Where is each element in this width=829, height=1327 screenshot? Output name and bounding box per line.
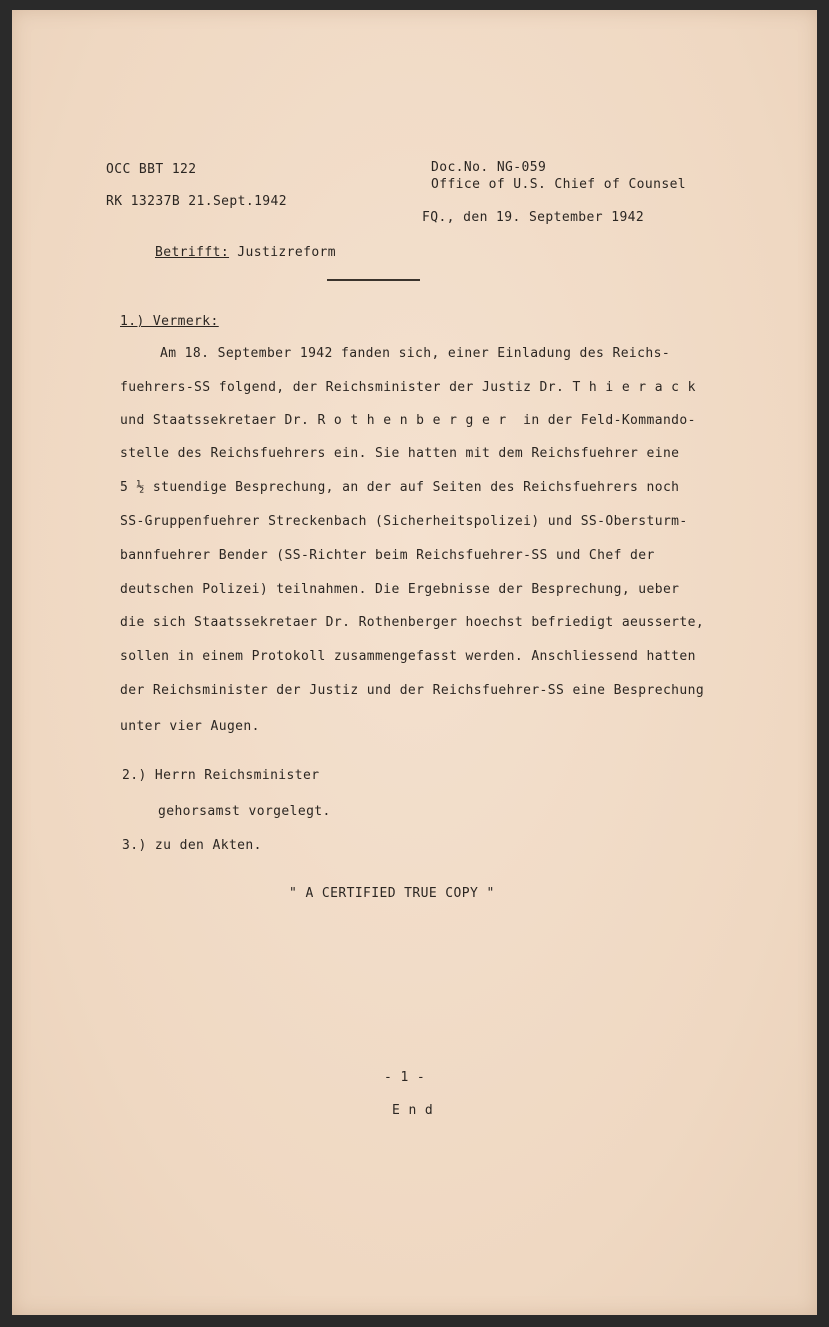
body-line-9: die sich Staatssekretaer Dr. Rothenberger hoechst befriedigt aeusserte, bbox=[120, 615, 705, 630]
body-line-5: 5 ½ stuendige Besprechung, an der auf Seiten des Reichsfuehrers noch bbox=[120, 480, 680, 495]
body-line-6: SS-Gruppenfuehrer Streckenbach (Sicherheitspolizei) und SS-Obersturm- bbox=[120, 514, 688, 529]
office-line: Office of U.S. Chief of Counsel bbox=[431, 177, 687, 192]
certified-copy: " A CERTIFIED TRUE COPY " bbox=[289, 886, 495, 901]
ref-occ: OCC BBT 122 bbox=[106, 162, 197, 177]
body-line-4: stelle des Reichsfuehrers ein. Sie hatten mit dem Reichsfuehrer eine bbox=[120, 446, 680, 461]
subject-label: Betrifft: bbox=[155, 245, 230, 260]
separator-line bbox=[327, 279, 420, 281]
body-line-3: und Staatssekretaer Dr. R o t h e n b e r g e r in der Feld-Kommando- bbox=[120, 413, 696, 428]
body-line-11: der Reichsminister der Justiz und der Reichsfuehrer-SS eine Besprechung bbox=[120, 683, 705, 698]
page-number: - 1 - bbox=[384, 1070, 426, 1085]
body-line-8: deutschen Polizei) teilnahmen. Die Ergebnisse der Besprechung, ueber bbox=[120, 582, 680, 597]
ref-rk: RK 13237B 21.Sept.1942 bbox=[106, 194, 287, 209]
body-line-2: fuehrers-SS folgend, der Reichsminister der Justiz Dr. T h i e r a c k bbox=[120, 380, 696, 395]
subject-value: Justizreform bbox=[237, 245, 337, 260]
place-date: FQ., den 19. September 1942 bbox=[422, 210, 645, 225]
section-1-heading: 1.) Vermerk: bbox=[120, 314, 219, 329]
body-line-7: bannfuehrer Bender (SS-Richter beim Reichsfuehrer-SS und Chef der bbox=[120, 548, 655, 563]
end-mark: E n d bbox=[392, 1103, 434, 1118]
subject-line bbox=[155, 245, 336, 260]
section-3: 3.) zu den Akten. bbox=[122, 838, 262, 853]
body-line-1: Am 18. September 1942 fanden sich, einer Einladung des Reichs- bbox=[160, 346, 671, 361]
body-line-10: sollen in einem Protokoll zusammengefasst werden. Anschliessend hatten bbox=[120, 649, 696, 664]
body-line-12: unter vier Augen. bbox=[120, 719, 260, 734]
doc-number: Doc.No. NG-059 bbox=[431, 160, 547, 175]
section-2-line-2: gehorsamst vorgelegt. bbox=[158, 804, 331, 819]
section-2-line-1: 2.) Herrn Reichsminister bbox=[122, 768, 320, 783]
